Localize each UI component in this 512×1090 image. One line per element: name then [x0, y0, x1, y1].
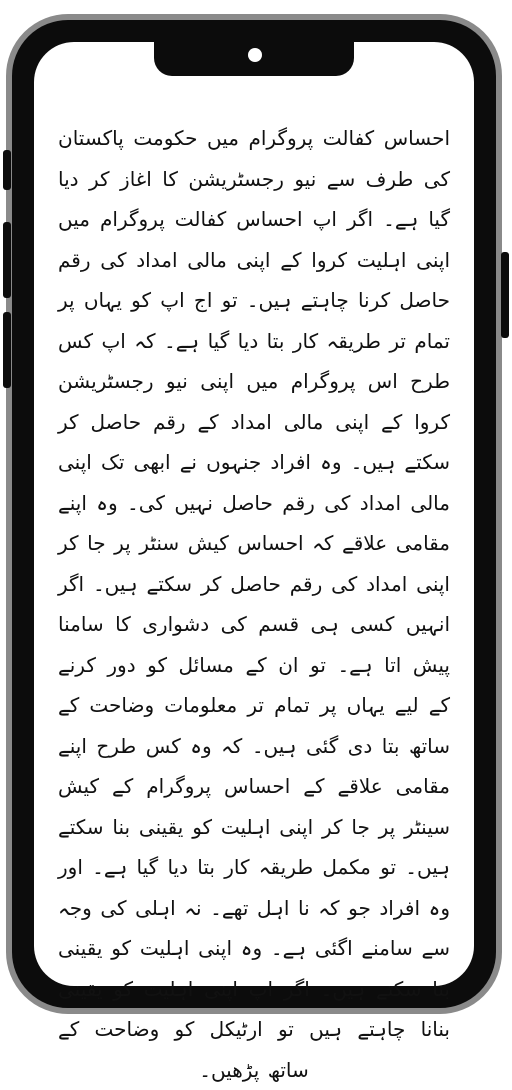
mute-switch — [3, 150, 11, 190]
front-camera-icon — [248, 48, 262, 62]
phone-frame — [6, 14, 502, 1082]
phone-notch — [154, 40, 354, 76]
phone-screen — [34, 42, 474, 1082]
power-button — [501, 252, 509, 338]
volume-up-button — [3, 222, 11, 298]
article-body: احساس کفالت پروگرام میں حکومت پاکستان کی طرف سے نیو رجسٹریشن کا اغاز کر دیا گیا ہے۔ اگر اپ احساس کفالت پروگرام میں اپنی اہلیت کروا کے اپنی مالی امداد کی رقم حاصل کرنا چاہتے ہیں۔ تو اج اپ کو یہاں پر تمام تر طریقہ کار بتا دیا گیا ہے۔ کہ اپ کس طرح اس پروگرام میں اپنی نیو رجسٹریشن کروا کے اپنی مالی امداد کے رقم حاصل کر سکتے ہیں۔ وہ افراد جنہوں نے ابھی تک اپنی مالی امداد کی رقم حاصل نہیں کی۔ وہ اپنے مقامی علاقے کہ احساس کیش سنٹر پر جا کر اپنی امداد کی رقم حاصل کر سکتے ہیں۔ اگر انہیں کسی ہی قسم کی دشواری کا سامنا پیش اتا ہے۔ تو ان کے مسائل کو دور کرنے کے لیے یہاں پر تمام تر معلومات وضاحت کے ساتھ بتا دی گئی ہیں۔ کہ وہ کس طرح اپنے مقامی علاقے کے احساس پروگرام کے کیش سینٹر پر جا کر اپنی اہلیت کو یقینی بنا سکتے ہیں۔ تو مکمل طریقہ کار بتا دیا گیا ہے۔ اور وہ افراد جو کہ نا اہل تھے۔ نہ اہلی کی وجہ سے سامنے اگئی ہے۔ وہ اپنی اہلیت کو یقینی بنا سکتے ہیں۔ اگر اپ اپنی اہلیت کو یقینی بنانا چاہتے ہیں تو ارٹیکل کو وضاحت کے ساتھ پڑھیں۔ — [58, 126, 450, 1082]
volume-down-button — [3, 312, 11, 388]
